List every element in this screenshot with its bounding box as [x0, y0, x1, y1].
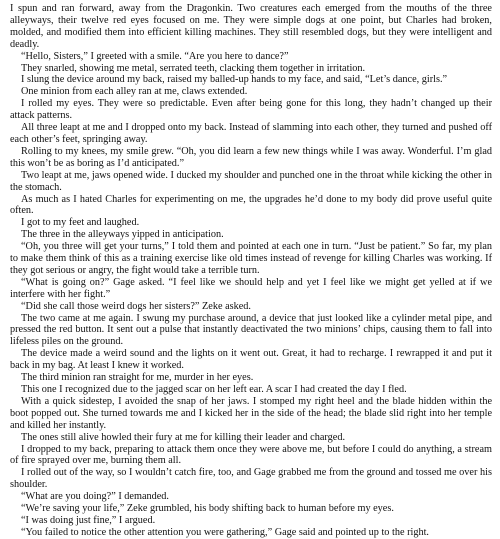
paragraph: I got to my feet and laughed.: [21, 217, 140, 229]
paragraph: As much as I hated Charles for experimenting on me, the upgrades he’d done to my body did prove useful quite often.: [10, 193, 492, 217]
paragraph: “What is going on?” Gage asked. “I feel like we should help and yet I feel like we might get yelled at if we interfere with her fight.”: [10, 276, 492, 300]
paragraph: I rolled my eyes. They were so predictable. Even after being gone for this long, they hadn’t changed up their attack patterns.: [10, 98, 492, 122]
paragraph: The device made a weird sound and the lights on it went out. Great, it had to recharge. I rewrapped it and put it back in my bag. At least I knew it worked.: [10, 348, 492, 372]
paragraph: “I was doing just fine,” I argued.: [21, 514, 156, 526]
paragraph: The ones still alive howled their fury at me for killing their leader and charged.: [21, 431, 346, 443]
paragraph: “Hello, Sisters,” I greeted with a smile. “Are you here to dance?”: [21, 50, 289, 62]
paragraph: All three leapt at me and I dropped onto my back. Instead of slamming into each other, they turned and pushed off each other’s feet, springing away.: [10, 122, 492, 145]
paragraph: I spun and ran forward, away from the Dragonkin. Two creatures each emerged from the mouths of the three alleyways, their twelve red eyes focused on me. They were simple dogs at one point, but Charles had broken, molded, and modified them into efficient killing machines. They still resembled dogs, but they were intelligent and deadly.: [10, 3, 492, 50]
paragraph: The three in the alleyways yipped in anticipation.: [21, 229, 224, 241]
paragraph: I slung the device around my back, raised my balled-up hands to my face, and said, “Let’s dance, girls.”: [21, 74, 448, 86]
paragraph: They snarled, showing me metal, serrated teeth, clacking them together in irritation.: [21, 62, 366, 74]
paragraph: “Oh, you three will get your turns,” I told them and pointed at each one in turn. “Just be patient.” So far, my plan to make them think of this as a training exercise like old times instead of revenge for killing Charles was working. If they got serious or angry, the fight would take a terrible turn.: [10, 241, 492, 276]
paragraph: One minion from each alley ran at me, claws extended.: [21, 86, 248, 98]
paragraph: “We’re saving your life,” Zeke grumbled, his body shifting back to human before my eyes.: [21, 503, 394, 515]
paragraph: With a quick sidestep, I avoided the snap of her jaws. I stomped my right heel and the blade hidden within the boot popped out. She turned towards me and I kicked her in the side of the head; the blade slid right into her temple and killed her instantly.: [10, 395, 492, 431]
paragraph: “What are you doing?” I demanded.: [21, 491, 169, 503]
paragraph: The two came at me again. I swung my purchase around, a device that just looked like a cylinder metal pipe, and pressed the red button. It sent out a pulse that instantly deactivated the two minions’ chips, causing them to fall into lifeless piles on the ground.: [10, 312, 492, 348]
paragraph: “Did she call those weird dogs her sisters?” Zeke asked.: [21, 300, 251, 312]
paragraph: The third minion ran straight for me, murder in her eyes.: [21, 372, 254, 384]
paragraph: “You failed to notice the other attention you were gathering,” Gage said and pointed up to the right.: [21, 526, 429, 538]
paragraph: This one I recognized due to the jagged scar on her left ear. A scar I had created the day I fled.: [21, 384, 407, 395]
paragraph: Two leapt at me, jaws opened wide. I ducked my shoulder and punched one in the throat while kicking the other in the stomach.: [10, 169, 492, 193]
paragraph: Rolling to my knees, my smile grew. “Oh, you did learn a few new things while I was away. Wonderful. I’m glad this won’t be as boring as I’d anticipated.”: [10, 145, 492, 169]
paragraph: I dropped to my back, preparing to attack them once they were above me, but before I could do anything, a stream of fire sprayed over me, burning them all.: [10, 443, 492, 467]
paragraph: I rolled out of the way, so I wouldn’t catch fire, too, and Gage grabbed me from the ground and tossed me over his shoulder.: [10, 467, 492, 491]
